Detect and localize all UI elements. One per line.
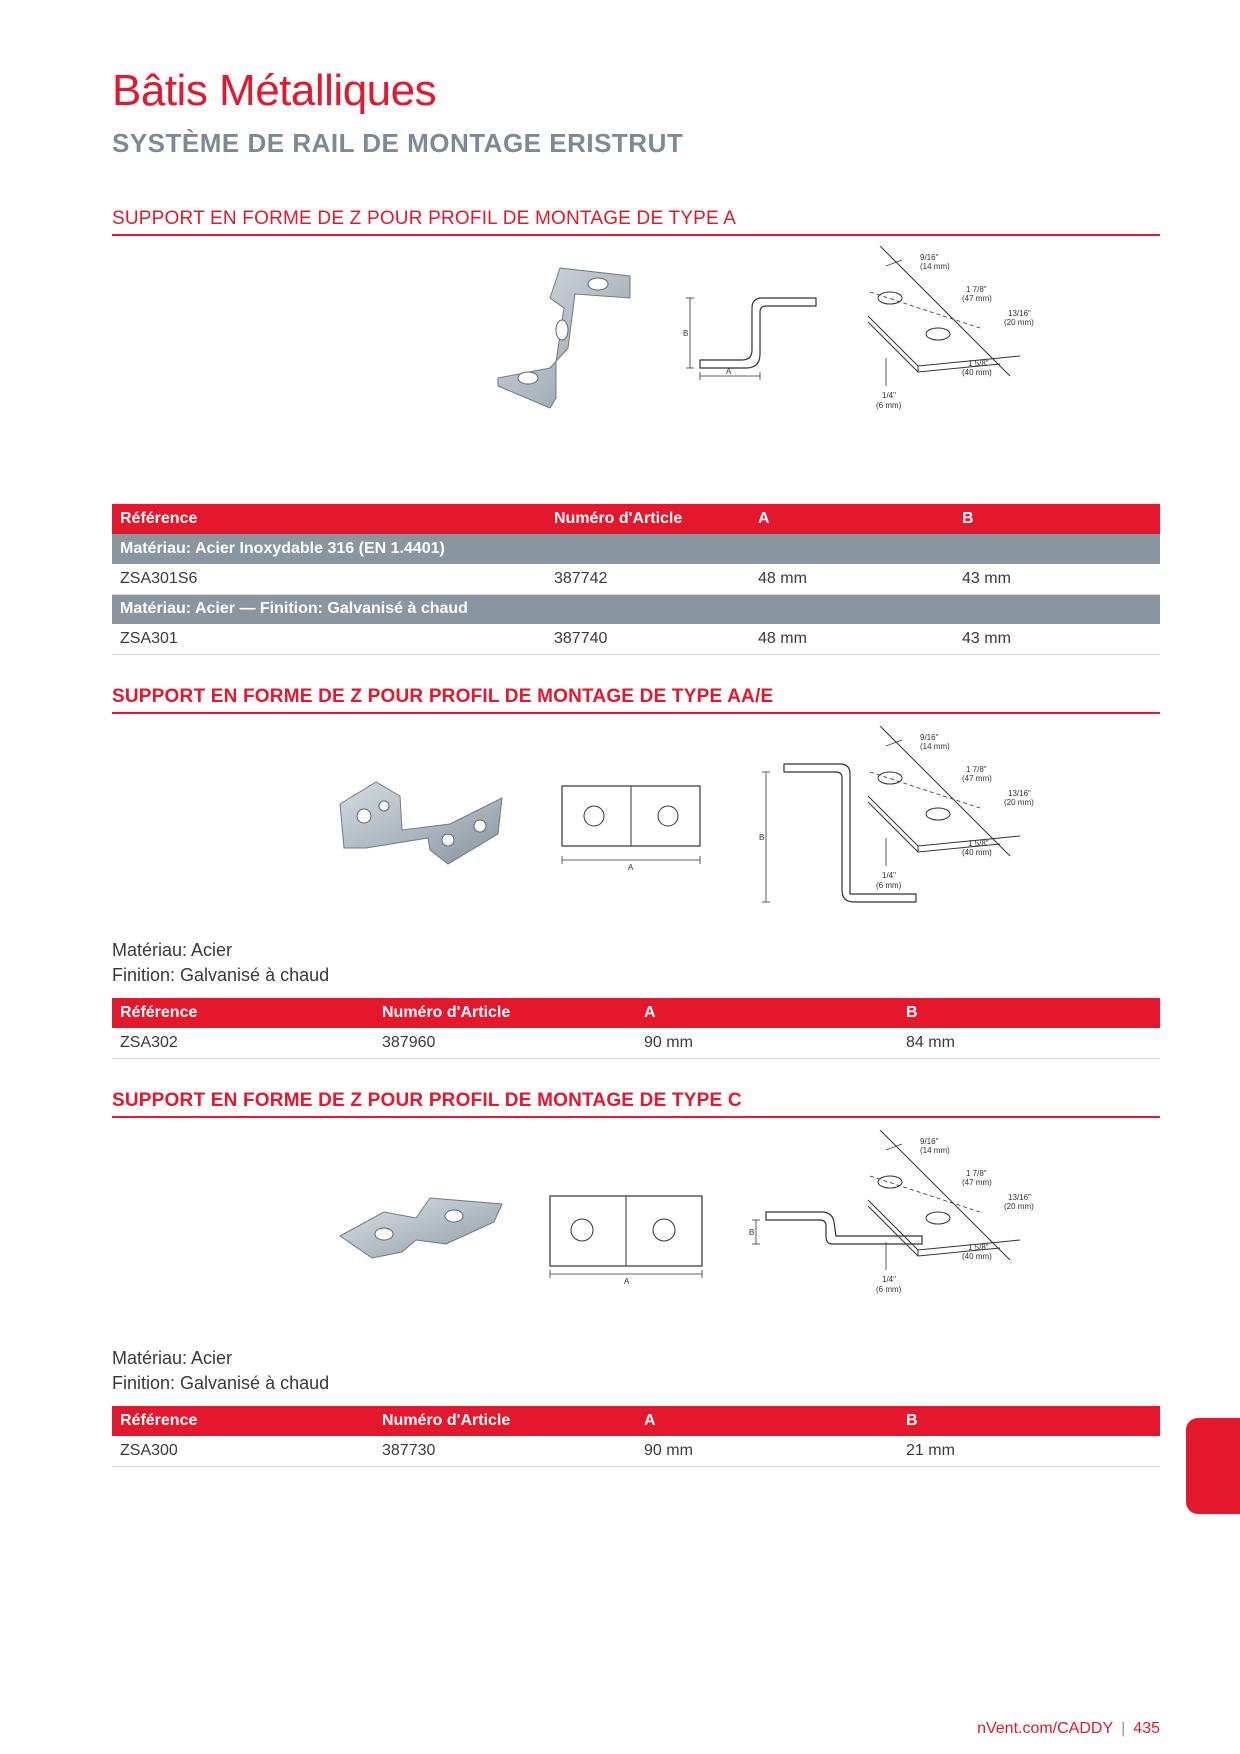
svg-text:13/16": 13/16" — [1008, 1193, 1031, 1202]
table-row: ZSA301S6 387742 48 mm 43 mm — [112, 564, 1160, 594]
section-heading-type-aae: SUPPORT EN FORME DE Z POUR PROFIL DE MONTAGE DE TYPE AA/E — [112, 686, 1160, 714]
svg-text:9/16": 9/16" — [920, 733, 939, 742]
hole-spacing-diagram — [860, 1130, 1040, 1320]
svg-text:(47 mm): (47 mm) — [962, 1178, 992, 1187]
svg-text:1/4": 1/4" — [882, 871, 896, 880]
svg-text:1 5/8": 1 5/8" — [968, 839, 989, 848]
svg-text:9/16": 9/16" — [920, 1137, 939, 1146]
hole-spacing-diagram — [860, 726, 1040, 916]
section-heading-type-a: SUPPORT EN FORME DE Z POUR PROFIL DE MONTAGE DE TYPE A — [112, 208, 1160, 236]
svg-text:(40 mm): (40 mm) — [962, 368, 992, 377]
svg-text:B: B — [749, 1228, 755, 1237]
side-view-drawing-type-a — [680, 290, 825, 385]
svg-text:(6 mm): (6 mm) — [876, 881, 902, 890]
svg-text:1/4": 1/4" — [882, 1275, 896, 1284]
svg-text:1 7/8": 1 7/8" — [966, 765, 987, 774]
svg-text:13/16": 13/16" — [1008, 309, 1031, 318]
svg-text:(6 mm): (6 mm) — [876, 1285, 902, 1294]
footer-site-link[interactable]: nVent.com/CADDY — [977, 1720, 1114, 1737]
product-photo-zsa302 — [336, 778, 506, 878]
svg-text:(20 mm): (20 mm) — [1004, 1202, 1034, 1211]
spec-table-type-aae — [112, 998, 1160, 1059]
svg-text:1 7/8": 1 7/8" — [966, 1169, 987, 1178]
svg-text:(47 mm): (47 mm) — [962, 294, 992, 303]
hole-spacing-diagram — [860, 246, 1040, 436]
svg-text:(14 mm): (14 mm) — [920, 1146, 950, 1155]
svg-text:(40 mm): (40 mm) — [962, 1252, 992, 1261]
dim-label-a: A — [726, 367, 732, 376]
product-photo-zsa301 — [490, 258, 650, 418]
top-view-drawing-type-c — [546, 1194, 706, 1284]
spec-table-type-a — [112, 504, 1160, 655]
svg-text:B: B — [759, 833, 765, 842]
svg-text:13/16": 13/16" — [1008, 789, 1031, 798]
page-footer: nVent.com/CADDY | 435 — [977, 1720, 1160, 1737]
svg-text:(6 mm): (6 mm) — [876, 401, 902, 410]
svg-text:1/4": 1/4" — [882, 391, 896, 400]
svg-text:1 7/8": 1 7/8" — [966, 285, 987, 294]
svg-text:A: A — [628, 863, 634, 872]
table-row: ZSA302 387960 90 mm 84 mm — [112, 1028, 1160, 1058]
product-photo-zsa300 — [336, 1192, 506, 1262]
dim-label-b: B — [683, 329, 689, 338]
svg-text:(20 mm): (20 mm) — [1004, 318, 1034, 327]
material-row: Matériau: Acier — Finition: Galvanisé à chaud — [112, 594, 1160, 624]
svg-text:(40 mm): (40 mm) — [962, 848, 992, 857]
svg-text:(14 mm): (14 mm) — [920, 742, 950, 751]
table-row: ZSA300 387730 90 mm 21 mm — [112, 1436, 1160, 1466]
table-header-row: Référence Numéro d'Article A B — [112, 504, 1160, 534]
page-number: 435 — [1133, 1720, 1160, 1737]
material-row: Matériau: Acier Inoxydable 316 (EN 1.4401) — [112, 534, 1160, 564]
table-row: ZSA301 387740 48 mm 43 mm — [112, 624, 1160, 654]
top-view-drawing-type-aae — [556, 782, 706, 872]
spec-table-type-c — [112, 1406, 1160, 1467]
table-header-row: Référence Numéro d'Article A B — [112, 1406, 1160, 1436]
svg-text:A: A — [624, 1277, 630, 1284]
material-text-type-c: Matériau: Acier Finition: Galvanisé à chaud — [112, 1348, 330, 1393]
svg-text:(47 mm): (47 mm) — [962, 774, 992, 783]
page-title: Bâtis Métalliques — [112, 66, 437, 115]
svg-text:1 5/8": 1 5/8" — [968, 359, 989, 368]
chapter-tab — [1186, 1418, 1240, 1514]
svg-text:1 5/8": 1 5/8" — [968, 1243, 989, 1252]
material-text-type-aae: Matériau: Acier Finition: Galvanisé à chaud — [112, 940, 330, 985]
section-heading-type-c: SUPPORT EN FORME DE Z POUR PROFIL DE MONTAGE DE TYPE C — [112, 1090, 1160, 1118]
page-subtitle: SYSTÈME DE RAIL DE MONTAGE ERISTRUT — [112, 128, 684, 158]
table-header-row: Référence Numéro d'Article A B — [112, 998, 1160, 1028]
svg-text:(14 mm): (14 mm) — [920, 262, 950, 271]
svg-text:9/16": 9/16" — [920, 253, 939, 262]
svg-text:(20 mm): (20 mm) — [1004, 798, 1034, 807]
